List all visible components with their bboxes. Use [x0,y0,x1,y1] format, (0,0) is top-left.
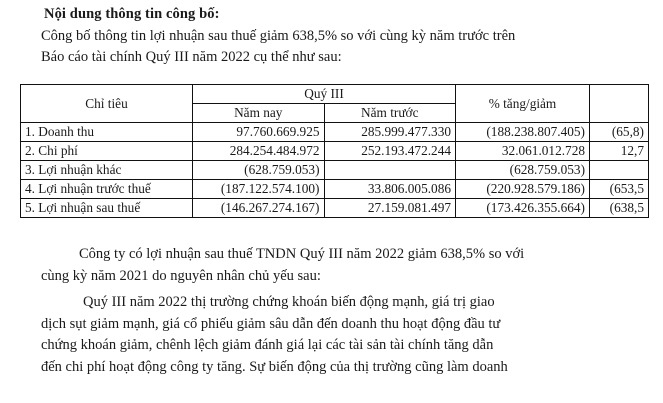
row-prev: 252.193.472.244 [324,142,456,161]
table-header-group: Quý III [193,85,456,104]
row-now: 284.254.484.972 [193,142,325,161]
intro-line: Công bố thông tin lợi nhuận sau thuế giảm 638,5% so với cùng kỳ năm trước trên [41,28,516,44]
row-prev: 33.806.005.086 [324,180,456,199]
row-prev: 27.159.081.497 [324,199,456,218]
financial-table [20,84,649,218]
paragraph-line: dịch sụt giảm mạnh, giá cổ phiếu giảm sâu dẫn đến doanh thu hoạt động đầu tư [41,315,501,332]
row-now: (628.759.053) [193,161,325,180]
row-extra: (653,5 [590,180,649,199]
row-extra [590,161,649,180]
row-pct: 32.061.012.728 [456,142,590,161]
row-pct: (188.238.807.405) [456,123,590,142]
row-extra: 12,7 [590,142,649,161]
table-header-row [21,85,649,104]
table-header-pct: % tăng/giảm [456,85,590,123]
row-label: 3. Lợi nhuận khác [21,161,193,180]
row-pct: (173.426.355.664) [456,199,590,218]
row-prev: 285.999.477.330 [324,123,456,142]
row-now: (187.122.574.100) [193,180,325,199]
body-paragraph-1 [41,244,645,287]
table-header-now: Năm nay [193,104,325,123]
paragraph-line: chứng khoán giảm, chênh lệch giảm đánh giá lại các tài sản tài chính tăng dẫn [41,337,494,353]
paragraph-line: cùng kỳ năm 2021 do nguyên nhân chủ yếu sau: [41,267,321,284]
table-header-extra [590,85,649,123]
row-pct: (220.928.579.186) [456,180,590,199]
page-title: Nội dung thông tin công bố: [44,6,220,22]
intro-line: Báo cáo tài chính Quý III năm 2022 cụ thể như sau: [41,49,342,65]
intro-paragraph [41,26,641,68]
paragraph-line: Quý III năm 2022 thị trường chứng khoán biến động mạnh, giá trị giao [83,294,495,310]
paragraph-line: Công ty có lợi nhuận sau thuế TNDN Quý III năm 2022 giảm 638,5% so với [79,246,525,262]
table-row [21,123,649,142]
paragraph-line: đến chi phí hoạt động công ty tăng. Sự biến động của thị trường cũng làm doanh [41,358,508,375]
row-label: 1. Doanh thu [21,123,193,142]
row-pct: (628.759.053) [456,161,590,180]
row-now: (146.267.274.167) [193,199,325,218]
table-row [21,199,649,218]
table-row [21,142,649,161]
row-extra: (65,8) [590,123,649,142]
table-row [21,180,649,199]
row-label: 5. Lợi nhuận sau thuế [21,199,193,218]
row-prev [324,161,456,180]
row-extra: (638,5 [590,199,649,218]
body-paragraph-2 [41,292,645,378]
table-header-prev: Năm trước [324,104,456,123]
row-label: 4. Lợi nhuận trước thuế [21,180,193,199]
table-row [21,161,649,180]
row-now: 97.760.669.925 [193,123,325,142]
row-label: 2. Chi phí [21,142,193,161]
table-header-label: Chỉ tiêu [21,85,193,123]
